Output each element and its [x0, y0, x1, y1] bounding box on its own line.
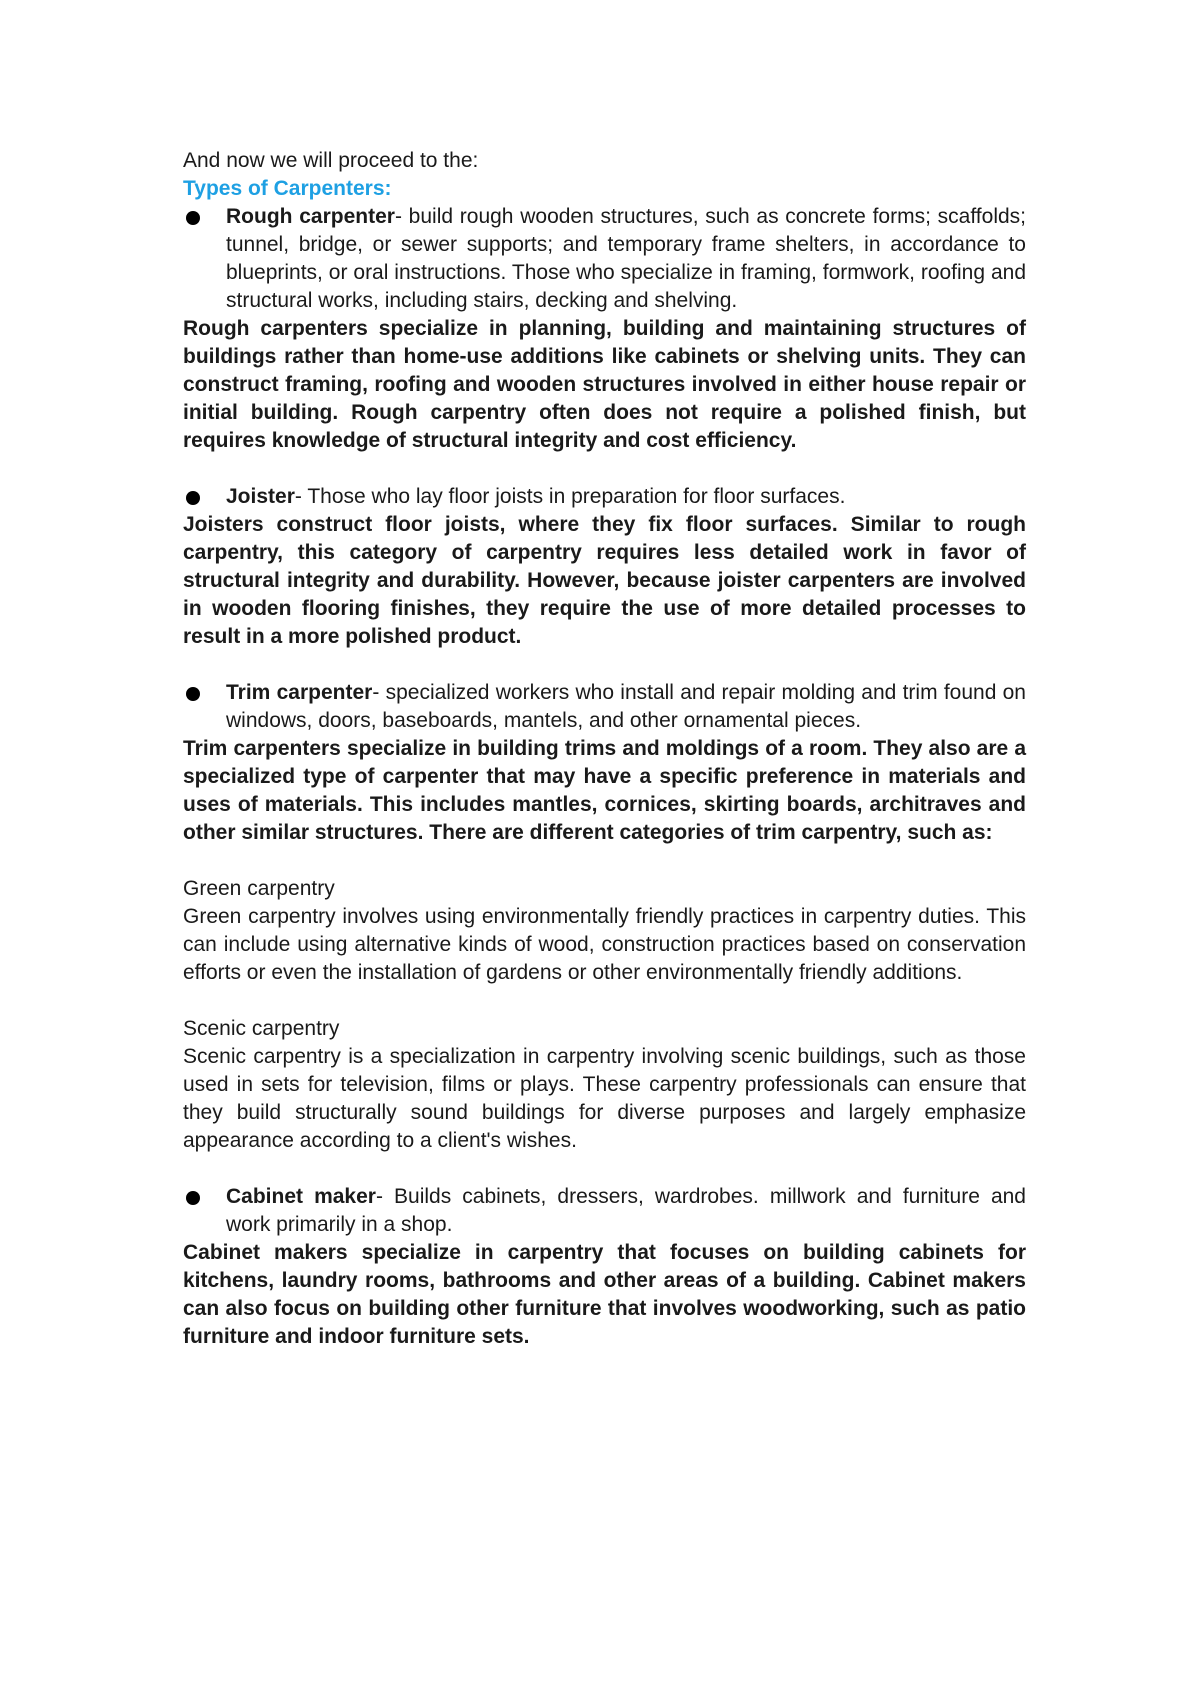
joister-detail: Joisters construct floor joists, where they fix floor surfaces. Similar to rough carpentry, this category of carpentry requires less detailed work in favor of structural integrity and durability. However, because joister carpenters are involved in wooden flooring finishes, they require the use of more detailed processes to result in a more polished product.	[183, 513, 1026, 648]
joister-desc: - Those who lay floor joists in preparation for floor surfaces.	[294, 485, 846, 508]
bullet-icon	[186, 687, 200, 701]
bullet-icon	[186, 491, 200, 505]
trim-detail: Trim carpenters specialize in building trims and moldings of a room. They also are a specialized type of carpenter that may have a specific preference in materials and uses of materials. This includes mantles, cornices, skirting boards, architraves and other similar structures. There are different categories of trim carpentry, such as:	[183, 737, 1026, 844]
green-title: Green carpentry	[183, 877, 335, 900]
bullet-rough-carpenter	[183, 203, 1026, 315]
scenic-title: Scenic carpentry	[183, 1017, 340, 1040]
rough-detail: Rough carpenters specialize in planning, building and maintaining structures of buildings rather than home-use additions like cabinets or shelving units. They can construct framing, roofing and wooden structures involved in either house repair or initial building. Rough carpentry often does not require a polished finish, but requires knowledge of structural integrity and cost efficiency.	[183, 317, 1026, 452]
spacer	[183, 987, 1026, 1015]
spacer	[183, 651, 1026, 679]
bullet-trim-carpenter	[183, 679, 1026, 735]
cabinet-desc: - Builds cabinets, dressers, wardrobes. millwork and furniture and work primarily in a shop.	[226, 1185, 1026, 1236]
trim-term: Trim carpenter	[226, 681, 373, 704]
cabinet-term: Cabinet maker	[226, 1185, 376, 1208]
scenic-text: Scenic carpentry is a specialization in carpentry involving scenic buildings, such as those used in sets for television, films or plays. These carpentry professionals can ensure that they build structurally sound buildings for diverse purposes and largely emphasize appearance according to a client's wishes.	[183, 1045, 1026, 1152]
spacer	[183, 1155, 1026, 1183]
bullet-cabinet-maker	[183, 1183, 1026, 1239]
bullet-joister	[183, 483, 1026, 511]
rough-term: Rough carpenter	[226, 205, 395, 228]
rough-desc: - build rough wooden structures, such as concrete forms; scaffolds; tunnel, bridge, or sewer supports; and temporary frame shelters, in accordance to blueprints, or oral instructions. Those who specialize in framing, formwork, roofing and structural works, including stairs, decking and shelving.	[226, 205, 1026, 312]
bullet-icon	[186, 211, 200, 225]
document-page	[183, 147, 1026, 1351]
green-text: Green carpentry involves using environmentally friendly practices in carpentry duties. This can include using alternative kinds of wood, construction practices based on conservation efforts or even the installation of gardens or other environmentally friendly additions.	[183, 905, 1026, 984]
joister-term: Joister	[226, 485, 295, 508]
spacer	[183, 455, 1026, 483]
spacer	[183, 847, 1026, 875]
intro-text: And now we will proceed to the:	[183, 149, 479, 172]
cabinet-detail: Cabinet makers specialize in carpentry that focuses on building cabinets for kitchens, laundry rooms, bathrooms and other areas of a building. Cabinet makers can also focus on building other furniture that involves woodworking, such as patio furniture and indoor furniture sets.	[183, 1241, 1026, 1348]
section-heading: Types of Carpenters:	[183, 177, 392, 200]
trim-desc: - specialized workers who install and repair molding and trim found on windows, doors, baseboards, mantels, and other ornamental pieces.	[226, 681, 1026, 732]
bullet-icon	[186, 1191, 200, 1205]
